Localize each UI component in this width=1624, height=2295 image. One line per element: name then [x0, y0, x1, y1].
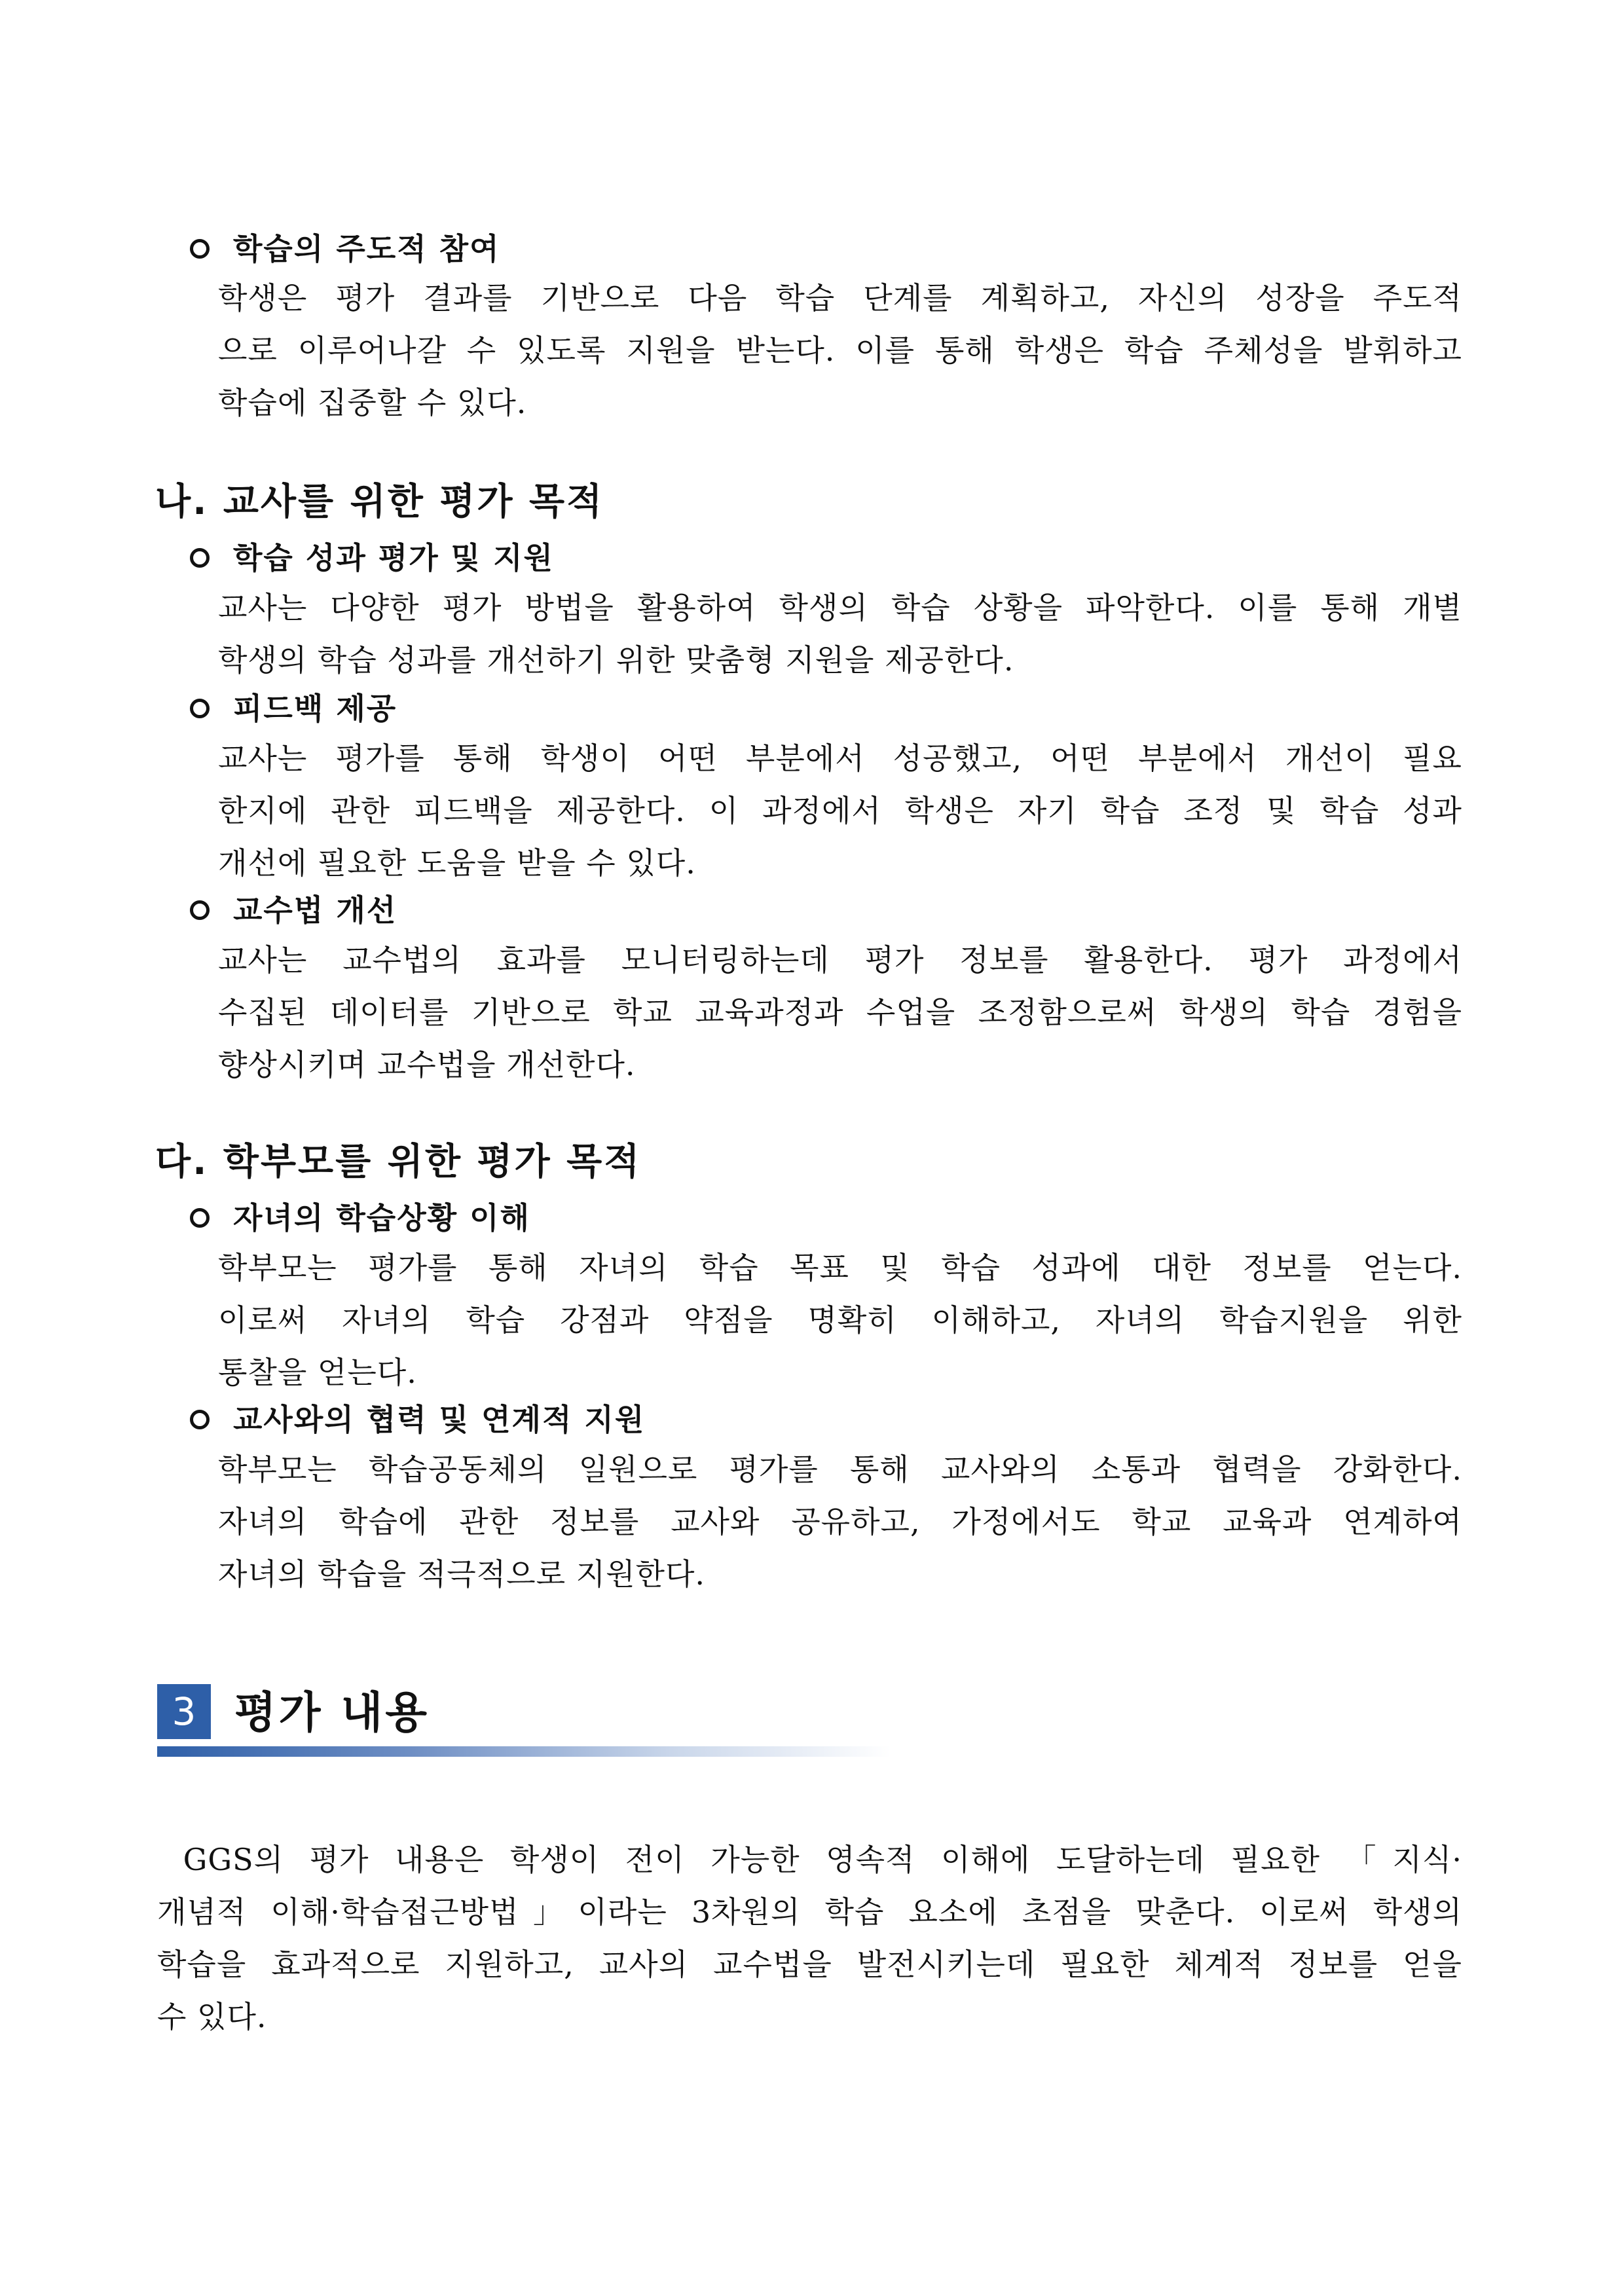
circle-bullet-icon	[190, 1410, 210, 1429]
bullet-heading-text: 교수법 개선	[233, 892, 397, 928]
text-line: 향상시키며 교수법을 개선한다.	[218, 1047, 636, 1082]
circle-bullet-icon	[190, 239, 210, 259]
paragraph-pedagogy	[218, 934, 1462, 1091]
paragraph-assessment-content	[157, 1833, 1462, 2043]
bullet-heading-text: 교사와의 협력 및 연계적 지원	[233, 1402, 646, 1437]
bullet-heading-text: 피드백 제공	[233, 691, 397, 726]
text-line: 학생은 평가 결과를 기반으로 다음 학습 단계를 계획하고, 자신의 성장을 주도적	[218, 280, 1462, 316]
circle-bullet-icon	[190, 699, 210, 718]
paragraph-outcome-support	[218, 581, 1462, 686]
paragraph-self-directed	[218, 272, 1462, 429]
text-line: 수 있다.	[157, 1999, 267, 2034]
text-line: 수집된 데이터를 기반으로 학교 교육과정과 수업을 조정함으로써 학생의 학습 경험을	[218, 995, 1462, 1030]
text-line: 한지에 관한 피드백을 제공한다. 이 과정에서 학생은 자기 학습 조정 및 학습 성과	[218, 793, 1462, 828]
bullet-heading-child-understanding	[190, 1198, 530, 1238]
text-line: 학습을 효과적으로 지원하고, 교사의 교수법을 발전시키는데 필요한 체계적 정보를 얻을	[157, 1947, 1462, 1982]
paragraph-teacher-collab	[218, 1443, 1462, 1600]
section-heading-teacher: 나. 교사를 위한 평가 목적	[155, 481, 604, 523]
text-line: 교사는 교수법의 효과를 모니터링하는데 평가 정보를 활용한다. 평가 과정에서	[218, 942, 1462, 978]
text-line: 학생의 학습 성과를 개선하기 위한 맞춤형 지원을 제공한다.	[218, 642, 1014, 678]
bullet-heading-feedback	[190, 689, 397, 728]
circle-bullet-icon	[190, 1208, 210, 1228]
bullet-heading-text: 학습의 주도적 참여	[233, 231, 500, 266]
bullet-heading-text: 학습 성과 평가 및 지원	[233, 540, 554, 576]
bullet-heading-pedagogy	[190, 890, 397, 930]
text-line: 학습에 집중할 수 있다.	[218, 385, 527, 420]
circle-bullet-icon	[190, 548, 210, 568]
chapter-gradient-rule	[157, 1746, 891, 1757]
text-line: 자녀의 학습에 관한 정보를 교사와 공유하고, 가정에서도 학교 교육과 연계하여	[218, 1504, 1462, 1539]
text-line: 교사는 다양한 평가 방법을 활용하여 학생의 학습 상황을 파악한다. 이를 통해 개별	[218, 590, 1462, 625]
chapter-heading	[157, 1684, 943, 1743]
bullet-heading-text: 자녀의 학습상황 이해	[233, 1200, 530, 1236]
text-line: 학부모는 학습공동체의 일원으로 평가를 통해 교사와의 소통과 협력을 강화한다.	[218, 1452, 1462, 1487]
circle-bullet-icon	[190, 900, 210, 920]
bullet-heading-teacher-collab	[190, 1400, 645, 1439]
text-line: 개선에 필요한 도움을 받을 수 있다.	[218, 845, 696, 881]
text-line: 으로 이루어나갈 수 있도록 지원을 받는다. 이를 통해 학생은 학습 주체성을 발휘하고	[218, 333, 1462, 368]
text-line: 통찰을 얻는다.	[218, 1355, 417, 1390]
chapter-number-badge: 3	[157, 1684, 211, 1739]
text-line: 개념적 이해·학습접근방법」이라는 3차원의 학습 요소에 초점을 맞춘다. 이로써 학생의	[157, 1894, 1462, 1930]
text-line: 자녀의 학습을 적극적으로 지원한다.	[218, 1556, 706, 1592]
paragraph-child-understanding	[218, 1241, 1462, 1399]
paragraph-feedback	[218, 732, 1462, 889]
text-line: 교사는 평가를 통해 학생이 어떤 부분에서 성공했고, 어떤 부분에서 개선이 필요	[218, 741, 1462, 776]
text-line: 이로써 자녀의 학습 강점과 약점을 명확히 이해하고, 자녀의 학습지원을 위한	[218, 1302, 1462, 1338]
bullet-heading-self-directed	[190, 229, 500, 268]
chapter-title: 평가 내용	[234, 1687, 430, 1738]
section-heading-parent: 다. 학부모를 위한 평가 목적	[155, 1141, 642, 1183]
text-line: 학부모는 평가를 통해 자녀의 학습 목표 및 학습 성과에 대한 정보를 얻는다.	[218, 1250, 1462, 1285]
bullet-heading-outcome-support	[190, 538, 554, 578]
text-line: GGS의 평가 내용은 학생이 전이 가능한 영속적 이해에 도달하는데 필요한 「지식·	[157, 1842, 1462, 1877]
